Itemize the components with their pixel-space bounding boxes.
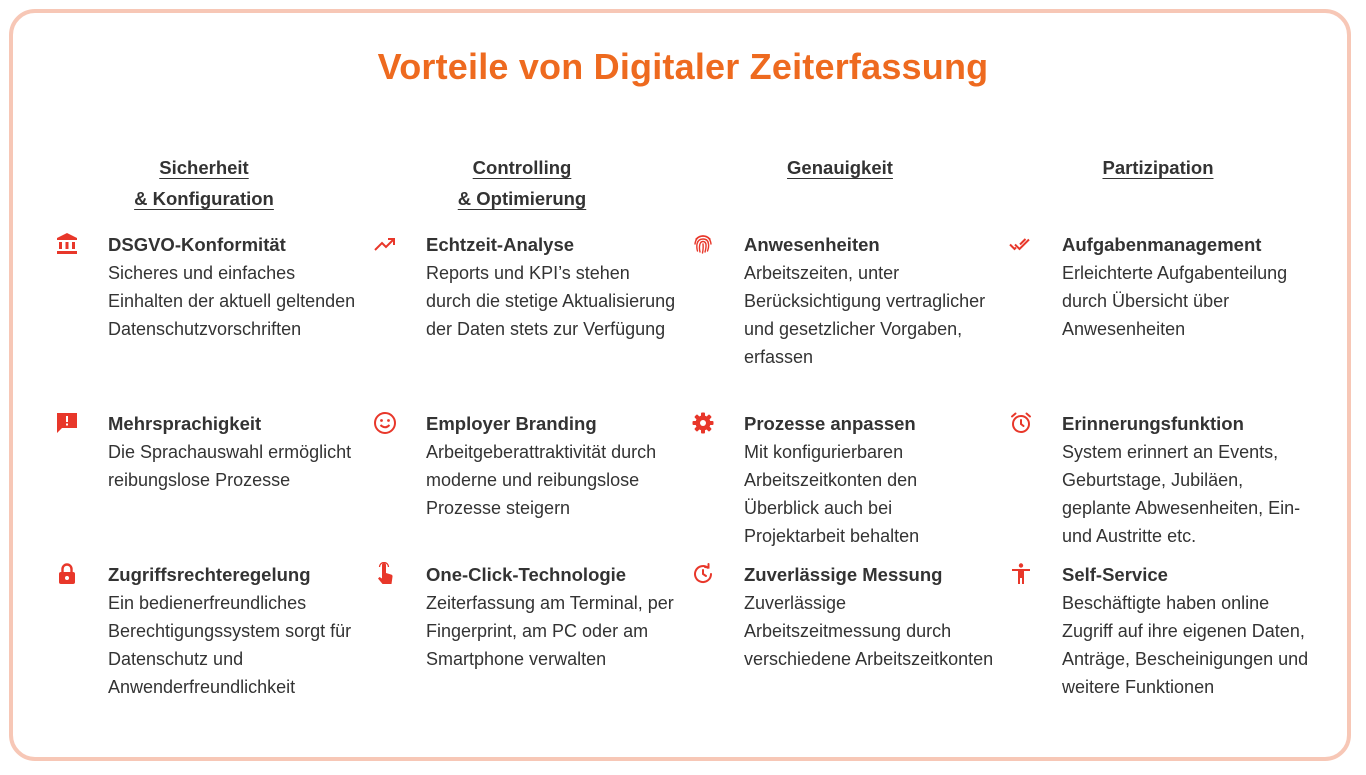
benefit-description: Zuverlässige Arbeitszeitmessung durch verschiedene Arbeitszeitkonten	[744, 593, 994, 669]
benefit-title: One-Click-Technologie	[426, 564, 627, 585]
column-heading-line1: Partizipation	[1102, 157, 1214, 178]
column-heading-line2: & Optimierung	[457, 188, 587, 209]
benefit-title: Zuverlässige Messung	[744, 564, 943, 585]
smiley-icon	[372, 410, 398, 436]
benefit-title: Self-Service	[1062, 564, 1168, 585]
column-heading-line2: & Konfiguration	[134, 188, 274, 209]
column-heading	[690, 152, 990, 183]
refresh-clock-icon	[690, 561, 716, 587]
column-heading-line1: Genauigkeit	[787, 157, 893, 178]
benefit-title: DSGVO-Konformität	[108, 234, 286, 255]
column-heading-line1: Sicherheit	[159, 157, 249, 178]
benefit-description: Ein bedienerfreundliches Berechtigungssystem sorgt für Datenschutz und Anwenderfreundlichkeit	[108, 593, 352, 697]
trending-up-icon	[372, 231, 398, 257]
column-heading	[1008, 152, 1308, 183]
touch-icon	[372, 561, 398, 587]
benefit-description: System erinnert an Events, Geburtstage, Jubiläen, geplante Abwesenheiten, Ein- und Austritte etc.	[1062, 442, 1301, 546]
page-title: Vorteile von Digitaler Zeiterfassung	[377, 46, 989, 87]
benefit-description: Beschäftigte haben online Zugriff auf ihre eigenen Daten, Anträge, Bescheinigungen und weitere Funktionen	[1062, 593, 1309, 697]
benefit-description: Reports und KPI’s stehen durch die stetige Aktualisierung der Daten stets zur Verfügung	[426, 263, 676, 339]
benefit-description: Die Sprachauswahl ermöglicht reibungslose Prozesse	[108, 442, 352, 490]
gear-icon	[690, 410, 716, 436]
column-heading	[372, 152, 672, 214]
feedback-icon	[54, 410, 80, 436]
benefit-title: Zugriffsrechteregelung	[108, 564, 311, 585]
person-icon	[1008, 561, 1034, 587]
double-check-icon	[1008, 231, 1034, 257]
benefit-description: Erleichterte Aufgabenteilung durch Übersicht über Anwesenheiten	[1062, 263, 1288, 339]
benefit-title: Aufgabenmanagement	[1062, 234, 1262, 255]
bank-icon	[54, 231, 80, 257]
column-heading	[54, 152, 354, 214]
benefit-title: Anwesenheiten	[744, 234, 880, 255]
benefit-description: Arbeitgeberattraktivität durch moderne und reibungslose Prozesse steigern	[426, 442, 657, 518]
benefit-description: Arbeitszeiten, unter Berücksichtigung vertraglicher und gesetzlicher Vorgaben, erfassen	[744, 263, 986, 367]
alarm-clock-icon	[1008, 410, 1034, 436]
benefit-title: Prozesse anpassen	[744, 413, 916, 434]
benefit-title: Mehrsprachigkeit	[108, 413, 262, 434]
column-heading-line1: Controlling	[472, 157, 572, 178]
fingerprint-icon	[690, 231, 716, 257]
benefit-title: Employer Branding	[426, 413, 597, 434]
benefit-description: Sicheres und einfaches Einhalten der aktuell geltenden Datenschutzvorschriften	[108, 263, 356, 339]
benefit-description: Zeiterfassung am Terminal, per Fingerprint, am PC oder am Smartphone verwalten	[426, 593, 674, 669]
lock-icon	[54, 561, 80, 587]
benefit-description: Mit konfigurierbaren Arbeitszeitkonten den Überblick auch bei Projektarbeit behalten	[744, 442, 920, 546]
benefit-title: Erinnerungsfunktion	[1062, 413, 1244, 434]
benefit-title: Echtzeit-Analyse	[426, 234, 575, 255]
